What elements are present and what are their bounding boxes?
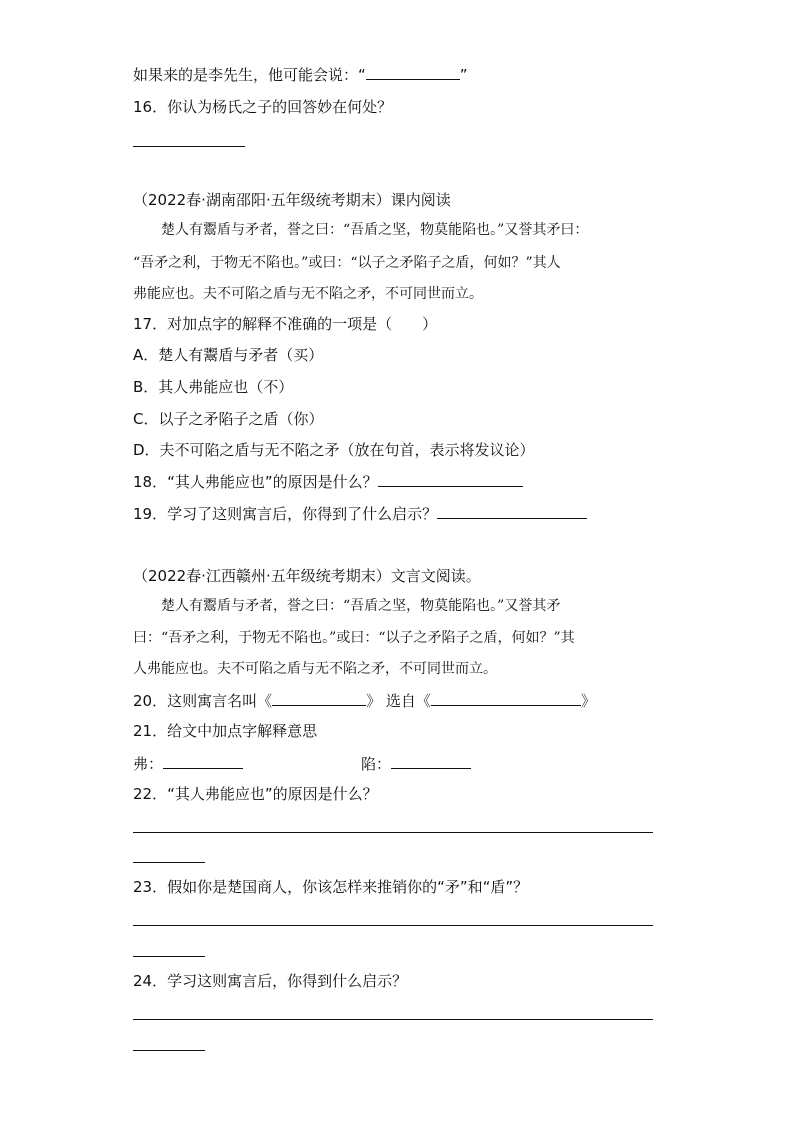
passage2-line3: 人弗能应也。夫不可陷之盾与无不陷之矛，不可同世而立。 [133, 661, 497, 677]
answer-line-24a[interactable] [133, 1019, 653, 1020]
question-22: 22．“其人弗能应也”的原因是什么？ [133, 785, 378, 803]
answer-blank-16[interactable] [133, 146, 245, 147]
answer-blank-fu[interactable] [163, 753, 243, 769]
option-b: B．其人弗能应也（不） [133, 378, 294, 396]
passage2-line2: 曰：“吾矛之利，于物无不陷也。”或曰：“以子之矛陷子之盾，何如？”其 [133, 630, 575, 646]
question-18 [133, 471, 523, 492]
option-c: C．以子之矛陷子之盾（你） [133, 410, 324, 428]
question-21: 21．给文中加点字解释意思 [133, 722, 318, 740]
passage1-line1: 楚人有鬻盾与矛者，誉之曰：“吾盾之坚，物莫能陷也。”又誉其矛曰： [161, 222, 589, 238]
answer-blank-18[interactable] [378, 471, 523, 487]
text-l1: 如果来的是李先生，他可能会说：“ [133, 66, 366, 84]
question-19-text: 19．学习了这则寓言后，你得到了什么启示？ [133, 505, 438, 523]
question-17: 17．对加点字的解释不准确的一项是（ ） [133, 315, 438, 333]
question-20-text-b: 》 选自《 [366, 692, 431, 710]
answer-line-23a[interactable] [133, 925, 653, 926]
answer-blank-19[interactable] [437, 503, 587, 519]
section-header-2: （2022春·江西赣州·五年级统考期末）文言文阅读。 [133, 567, 481, 585]
option-d: D．夫不可陷之盾与无不陷之矛（放在句首，表示将发议论） [133, 441, 535, 459]
question-20 [133, 690, 596, 711]
question-19 [133, 503, 587, 524]
label-xian: 陷： [361, 755, 392, 773]
section-header-1: （2022春·湖南邵阳·五年级统考期末）课内阅读 [133, 191, 451, 209]
answer-blank-20-source[interactable] [431, 690, 581, 706]
label-fu: 弗： [133, 755, 164, 773]
answer-line-22a[interactable] [133, 832, 653, 833]
question-21-fu [133, 753, 243, 774]
text-l1-end: ” [459, 66, 468, 84]
option-a: A．楚人有鬻盾与矛者（买） [133, 346, 324, 364]
blank-li[interactable] [366, 64, 460, 80]
passage1-line2: “吾矛之利，于物无不陷也。”或曰：“以子之矛陷子之盾，何如？”其人 [133, 255, 561, 271]
passage1-line3: 弗能应也。夫不可陷之盾与无不陷之矛，不可同世而立。 [133, 286, 483, 302]
answer-line-li [133, 64, 468, 85]
answer-line-22b[interactable] [133, 862, 205, 863]
question-20-text-a: 20．这则寓言名叫《 [133, 692, 273, 710]
question-18-text: 18．“其人弗能应也”的原因是什么？ [133, 473, 378, 491]
question-23: 23．假如你是楚国商人，你该怎样来推销你的“矛”和“盾”？ [133, 878, 529, 896]
question-20-text-c: 》 [580, 692, 596, 710]
question-16: 16．你认为杨氏之子的回答妙在何处？ [133, 98, 393, 116]
passage2-line1: 楚人有鬻盾与矛者，誉之曰：“吾盾之坚，物莫能陷也。”又誉其矛 [161, 598, 561, 614]
answer-blank-20-name[interactable] [272, 690, 366, 706]
answer-line-23b[interactable] [133, 956, 205, 957]
answer-line-24b[interactable] [133, 1050, 205, 1051]
answer-blank-xian[interactable] [391, 753, 471, 769]
question-21-xian [361, 753, 471, 774]
question-24: 24．学习这则寓言后，你得到什么启示？ [133, 972, 408, 990]
